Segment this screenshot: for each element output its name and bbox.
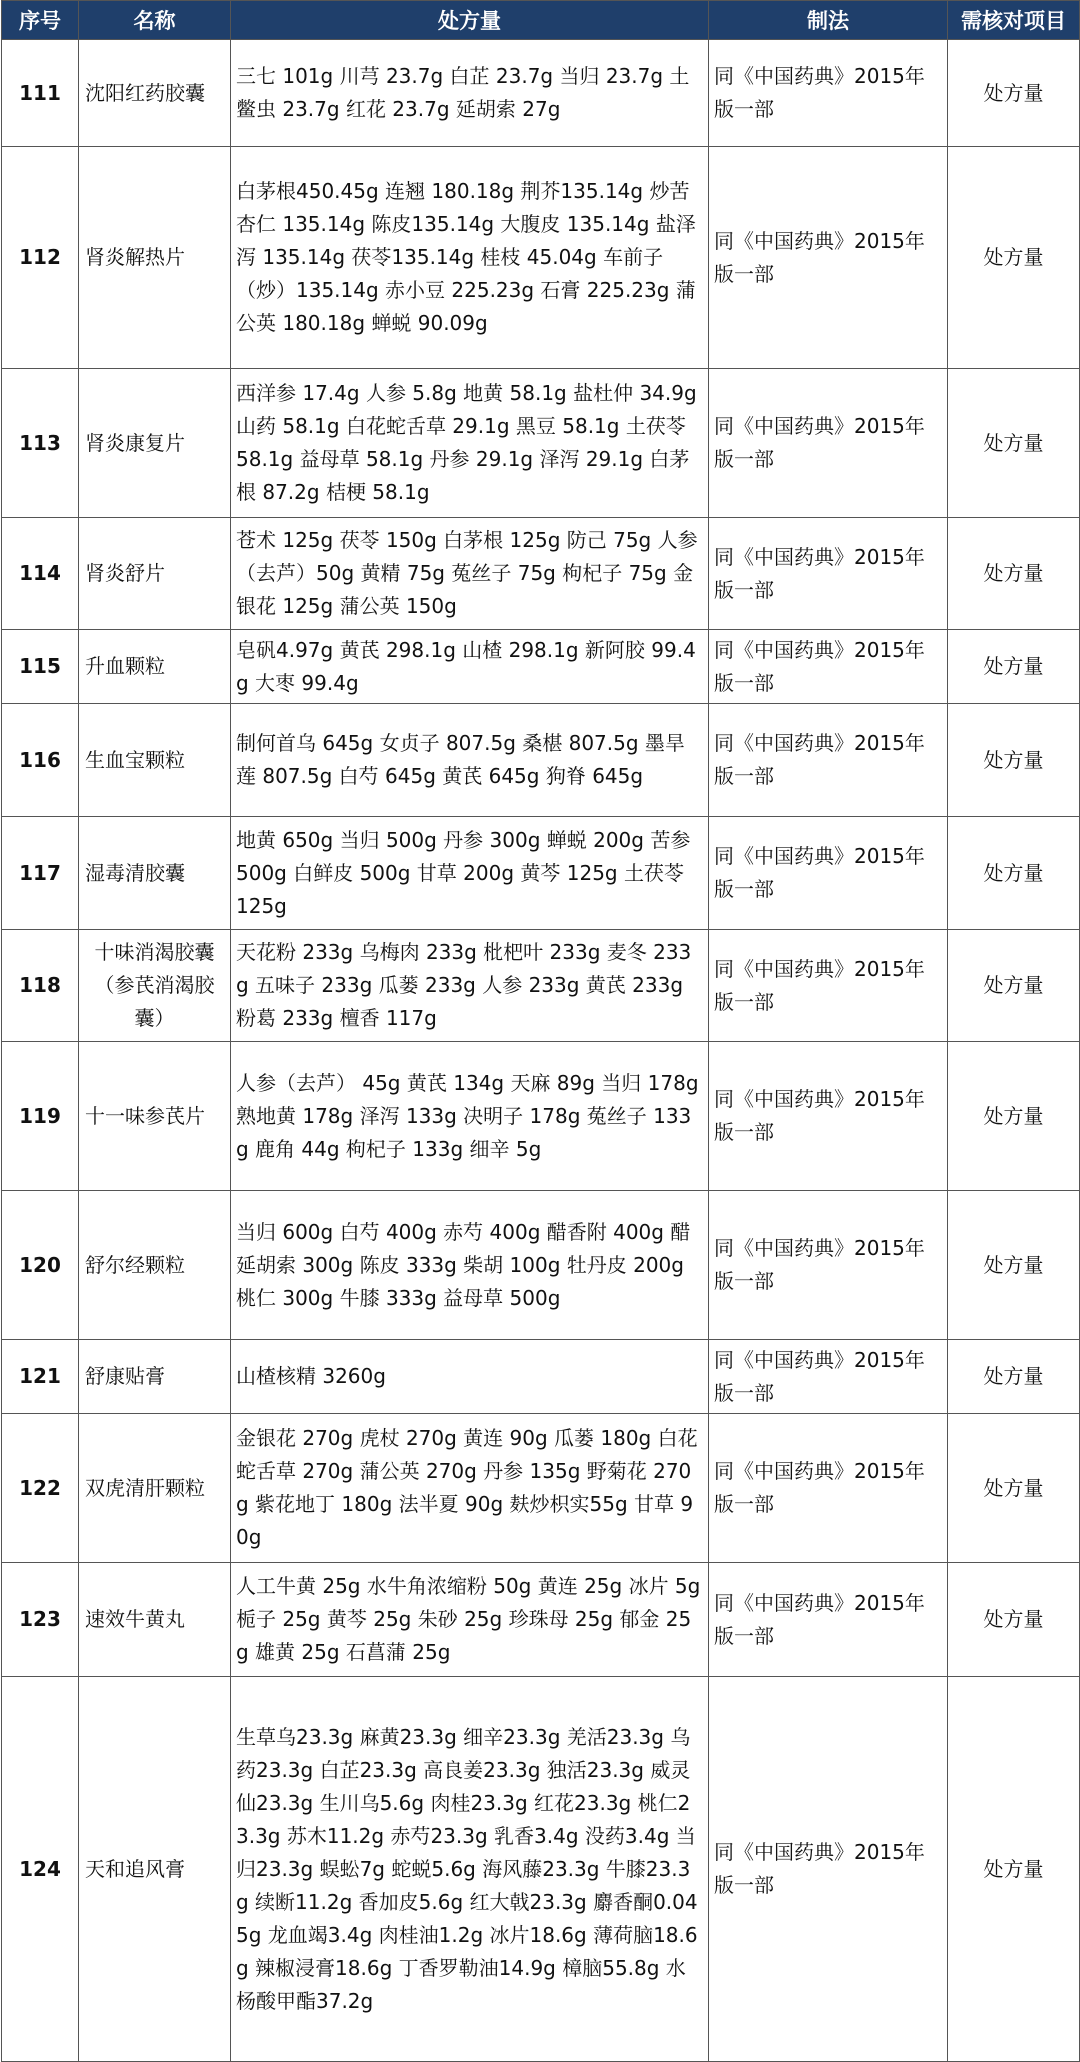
table-row — [2, 1191, 1080, 1340]
row-method: 同《中国药典》2015年版一部 — [709, 704, 948, 817]
row-check: 处方量 — [948, 1414, 1080, 1563]
table-row — [2, 1414, 1080, 1563]
header-name: 名称 — [79, 1, 231, 40]
row-no: 123 — [2, 1563, 79, 1677]
row-no: 117 — [2, 817, 79, 930]
table-row — [2, 1563, 1080, 1677]
row-method: 同《中国药典》2015年版一部 — [709, 369, 948, 518]
row-no: 112 — [2, 147, 79, 369]
table-row — [2, 1677, 1080, 2062]
row-check: 处方量 — [948, 630, 1080, 704]
row-prescription: 当归 600g 白芍 400g 赤芍 400g 醋香附 400g 醋延胡索 300g 陈皮 333g 柴胡 100g 牡丹皮 200g 桃仁 300g 牛膝 333g 益母草 500g — [231, 1191, 709, 1340]
row-check: 处方量 — [948, 518, 1080, 630]
row-check: 处方量 — [948, 147, 1080, 369]
row-method: 同《中国药典》2015年版一部 — [709, 1340, 948, 1414]
header-prescription: 处方量 — [231, 1, 709, 40]
row-prescription: 西洋参 17.4g 人参 5.8g 地黄 58.1g 盐杜仲 34.9g 山药 58.1g 白花蛇舌草 29.1g 黑豆 58.1g 土茯苓 58.1g 益母草 58.1g 丹参 29.1g 泽泻 29.1g 白茅根 87.2g 桔梗 58.1g — [231, 369, 709, 518]
header-no: 序号 — [2, 1, 79, 40]
row-name: 湿毒清胶囊 — [79, 817, 231, 930]
row-method: 同《中国药典》2015年版一部 — [709, 1677, 948, 2062]
header-method: 制法 — [709, 1, 948, 40]
row-no: 113 — [2, 369, 79, 518]
row-no: 121 — [2, 1340, 79, 1414]
row-name: 沈阳红药胶囊 — [79, 40, 231, 147]
row-name: 生血宝颗粒 — [79, 704, 231, 817]
row-name: 升血颗粒 — [79, 630, 231, 704]
table-row — [2, 1042, 1080, 1191]
row-prescription: 人工牛黄 25g 水牛角浓缩粉 50g 黄连 25g 冰片 5g 栀子 25g 黄芩 25g 朱砂 25g 珍珠母 25g 郁金 25g 雄黄 25g 石菖蒲 25g — [231, 1563, 709, 1677]
row-check: 处方量 — [948, 1191, 1080, 1340]
row-name: 双虎清肝颗粒 — [79, 1414, 231, 1563]
row-check: 处方量 — [948, 40, 1080, 147]
row-prescription: 天花粉 233g 乌梅肉 233g 枇杷叶 233g 麦冬 233g 五味子 233g 瓜蒌 233g 人参 233g 黄芪 233g 粉葛 233g 檀香 117g — [231, 930, 709, 1042]
row-prescription: 生草乌23.3g 麻黄23.3g 细辛23.3g 羌活23.3g 乌药23.3g 白芷23.3g 高良姜23.3g 独活23.3g 威灵仙23.3g 生川乌5.6g 肉桂23.3g 红花23.3g 桃仁23.3g 苏木11.2g 赤芍23.3g 乳香3.4g 没药3.4g 当归23.3g 蜈蚣7g 蛇蜕5.6g 海风藤23.3g 牛膝23.3g 续断11.2g 香加皮5.6g 红大戟23.3g 麝香酮0.045g 龙血竭3.4g 肉桂油1.2g 冰片18.6g 薄荷脑18.6g 辣椒浸膏18.6g 丁香罗勒油14.9g 樟脑55.8g 水杨酸甲酯37.2g — [231, 1677, 709, 2062]
row-name: 天和追风膏 — [79, 1677, 231, 2062]
table-row — [2, 40, 1080, 147]
row-prescription: 制何首乌 645g 女贞子 807.5g 桑椹 807.5g 墨旱莲 807.5g 白芍 645g 黄芪 645g 狗脊 645g — [231, 704, 709, 817]
row-prescription: 金银花 270g 虎杖 270g 黄连 90g 瓜蒌 180g 白花蛇舌草 270g 蒲公英 270g 丹参 135g 野菊花 270g 紫花地丁 180g 法半夏 90g 麸炒枳实55g 甘草 90g — [231, 1414, 709, 1563]
table-row — [2, 930, 1080, 1042]
row-check: 处方量 — [948, 930, 1080, 1042]
table-row — [2, 147, 1080, 369]
row-prescription: 人参（去芦） 45g 黄芪 134g 天麻 89g 当归 178g 熟地黄 178g 泽泻 133g 决明子 178g 菟丝子 133g 鹿角 44g 枸杞子 133g 细辛 5g — [231, 1042, 709, 1191]
row-name: 肾炎解热片 — [79, 147, 231, 369]
row-check: 处方量 — [948, 1042, 1080, 1191]
row-method: 同《中国药典》2015年版一部 — [709, 1563, 948, 1677]
row-no: 116 — [2, 704, 79, 817]
row-name: 肾炎康复片 — [79, 369, 231, 518]
table-header-row — [2, 1, 1080, 40]
row-no: 111 — [2, 40, 79, 147]
row-prescription: 皂矾4.97g 黄芪 298.1g 山楂 298.1g 新阿胶 99.4g 大枣 99.4g — [231, 630, 709, 704]
row-prescription: 地黄 650g 当归 500g 丹参 300g 蝉蜕 200g 苦参 500g 白鲜皮 500g 甘草 200g 黄芩 125g 土茯苓 125g — [231, 817, 709, 930]
row-prescription: 山楂核精 3260g — [231, 1340, 709, 1414]
row-no: 124 — [2, 1677, 79, 2062]
row-no: 122 — [2, 1414, 79, 1563]
row-method: 同《中国药典》2015年版一部 — [709, 630, 948, 704]
row-check: 处方量 — [948, 704, 1080, 817]
row-check: 处方量 — [948, 1340, 1080, 1414]
table-row — [2, 369, 1080, 518]
row-name: 十一味参芪片 — [79, 1042, 231, 1191]
row-name: 速效牛黄丸 — [79, 1563, 231, 1677]
row-method: 同《中国药典》2015年版一部 — [709, 1042, 948, 1191]
header-check: 需核对项目 — [948, 1, 1080, 40]
row-check: 处方量 — [948, 1563, 1080, 1677]
row-prescription: 白茅根450.45g 连翘 180.18g 荆芥135.14g 炒苦杏仁 135.14g 陈皮135.14g 大腹皮 135.14g 盐泽泻 135.14g 茯苓135.14g 桂枝 45.04g 车前子（炒）135.14g 赤小豆 225.23g 石膏 225.23g 蒲公英 180.18g 蝉蜕 90.09g — [231, 147, 709, 369]
row-no: 120 — [2, 1191, 79, 1340]
table-row — [2, 518, 1080, 630]
row-method: 同《中国药典》2015年版一部 — [709, 1414, 948, 1563]
row-check: 处方量 — [948, 1677, 1080, 2062]
row-name: 肾炎舒片 — [79, 518, 231, 630]
table-row — [2, 704, 1080, 817]
row-no: 119 — [2, 1042, 79, 1191]
row-method: 同《中国药典》2015年版一部 — [709, 518, 948, 630]
row-prescription: 三七 101g 川芎 23.7g 白芷 23.7g 当归 23.7g 土鳖虫 23.7g 红花 23.7g 延胡索 27g — [231, 40, 709, 147]
prescription-table — [1, 0, 1080, 2062]
row-name: 舒尔经颗粒 — [79, 1191, 231, 1340]
table-row — [2, 630, 1080, 704]
row-method: 同《中国药典》2015年版一部 — [709, 1191, 948, 1340]
row-name: 舒康贴膏 — [79, 1340, 231, 1414]
row-no: 118 — [2, 930, 79, 1042]
row-method: 同《中国药典》2015年版一部 — [709, 40, 948, 147]
row-check: 处方量 — [948, 369, 1080, 518]
table-row — [2, 1340, 1080, 1414]
row-no: 115 — [2, 630, 79, 704]
row-no: 114 — [2, 518, 79, 630]
row-prescription: 苍术 125g 茯苓 150g 白茅根 125g 防己 75g 人参（去芦）50g 黄精 75g 菟丝子 75g 枸杞子 75g 金银花 125g 蒲公英 150g — [231, 518, 709, 630]
table-row — [2, 817, 1080, 930]
row-method: 同《中国药典》2015年版一部 — [709, 930, 948, 1042]
row-name: 十味消渴胶囊（参芪消渴胶囊） — [79, 930, 231, 1042]
row-method: 同《中国药典》2015年版一部 — [709, 147, 948, 369]
row-method: 同《中国药典》2015年版一部 — [709, 817, 948, 930]
row-check: 处方量 — [948, 817, 1080, 930]
